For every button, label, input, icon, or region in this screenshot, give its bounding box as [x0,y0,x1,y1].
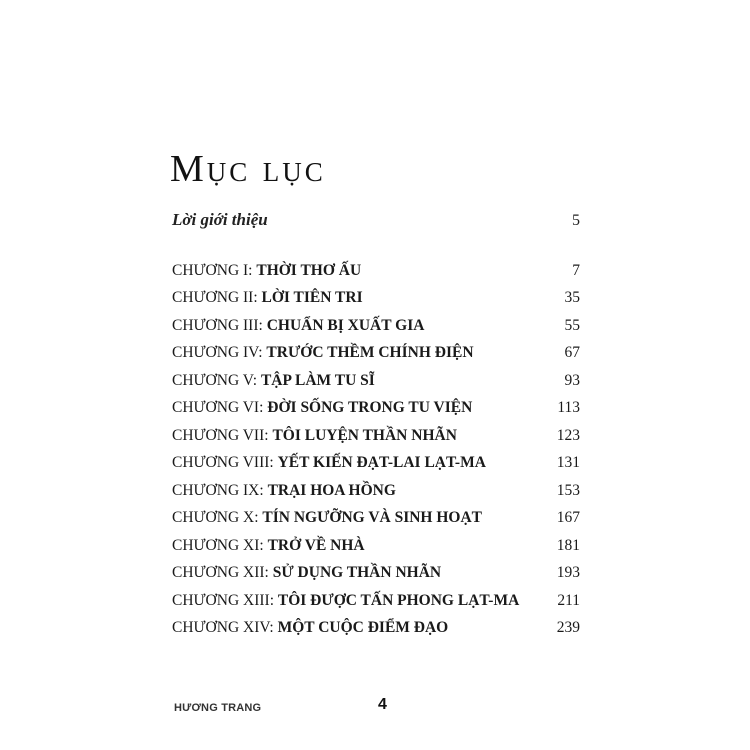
toc-row [172,587,580,615]
toc-page-number: 123 [556,426,580,444]
toc-row [172,312,580,340]
toc-chapter-title: TRƯỚC THỀM CHÍNH ĐIỆN [266,344,474,362]
toc-chapter-title: ĐỜI SỐNG TRONG TU VIỆN [267,399,473,417]
toc-row [172,257,580,285]
toc-page-number: 55 [564,316,580,334]
toc-row [172,395,580,423]
toc-page-number: 167 [556,509,580,527]
toc-row [172,422,580,450]
toc-row [172,340,580,368]
toc-chapter-number: CHƯƠNG V: [172,371,258,389]
toc-entry-label [172,592,519,610]
toc-chapter-title: MỘT CUỘC ĐIỂM ĐẠO [277,619,449,637]
toc-chapter-number: CHƯƠNG VII: [172,426,269,444]
toc-page-number: 93 [564,371,580,389]
toc-chapter-title: LỜI TIÊN TRI [261,289,363,307]
toc-row [172,450,580,478]
toc-entry-label [172,262,361,280]
toc-entry-label [172,537,365,555]
toc-chapter-number: CHƯƠNG IV: [172,344,263,362]
toc-row [172,615,580,643]
toc-entry-label [172,317,424,335]
toc-chapter-number: CHƯƠNG XI: [172,536,264,554]
toc-row [172,477,580,505]
toc-chapter-title: CHUẨN BỊ XUẤT GIA [266,316,425,334]
toc-entry-label [172,399,472,417]
toc-entry-label [172,427,457,445]
toc-entry-label [172,509,482,527]
toc-page-number: 181 [556,536,580,554]
toc-chapter-number: CHƯƠNG XII: [172,564,269,582]
toc-page-number: 113 [557,399,580,417]
page-title: Mục lục [170,148,326,190]
toc-entry-label [172,344,474,362]
toc-row [172,505,580,533]
toc-chapter-number: CHƯƠNG VI: [172,399,264,417]
footer-page-number: 4 [378,696,387,713]
toc-entry-label [172,564,441,582]
table-of-contents [172,257,580,642]
toc-entry-label [172,372,375,390]
toc-chapter-number: CHƯƠNG XIV: [172,619,274,637]
toc-chapter-title: TRẠI HOA HỒNG [267,481,396,499]
toc-chapter-title: TÔI ĐƯỢC TẤN PHONG LẠT-MA [277,591,520,609]
toc-entry-label [172,454,486,472]
toc-chapter-title: THỜI THƠ ẤU [256,261,362,279]
toc-page-number: 131 [556,454,580,472]
toc-entry-label [172,619,448,637]
toc-page-number: 35 [564,289,580,307]
toc-entry-label [172,289,363,307]
toc-chapter-title: TÔI LUYỆN THẦN NHÃN [272,426,457,444]
toc-chapter-number: CHƯƠNG IX: [172,481,264,499]
toc-page-number: 239 [556,619,580,637]
toc-chapter-title: TẬP LÀM TU SĨ [260,371,375,389]
toc-page-number: 193 [556,564,580,582]
toc-page-number: 7 [572,261,580,279]
toc-chapter-number: CHƯƠNG X: [172,509,259,527]
toc-intro-row [172,210,580,234]
toc-row [172,560,580,588]
toc-chapter-number: CHƯƠNG III: [172,316,263,334]
toc-page-number: 211 [557,591,580,609]
toc-row [172,532,580,560]
toc-row [172,285,580,313]
toc-chapter-title: YẾT KIẾN ĐẠT-LAI LẠT-MA [277,454,486,472]
toc-intro-page: 5 [572,212,580,229]
toc-chapter-title: TRỞ VỀ NHÀ [267,536,365,554]
toc-intro-label: Lời giới thiệu [172,210,268,229]
footer-publisher: HƯƠNG TRANG [174,702,262,714]
toc-chapter-title: TÍN NGƯỠNG VÀ SINH HOẠT [262,509,483,527]
toc-page-number: 67 [564,344,580,362]
toc-chapter-number: CHƯƠNG II: [172,289,258,307]
toc-chapter-number: CHƯƠNG XIII: [172,591,274,609]
toc-chapter-title: SỬ DỤNG THẦN NHÃN [272,564,442,582]
toc-page-number: 153 [556,481,580,499]
toc-chapter-number: CHƯƠNG I: [172,261,253,279]
toc-entry-label [172,482,396,500]
toc-chapter-number: CHƯƠNG VIII: [172,454,274,472]
toc-row [172,367,580,395]
